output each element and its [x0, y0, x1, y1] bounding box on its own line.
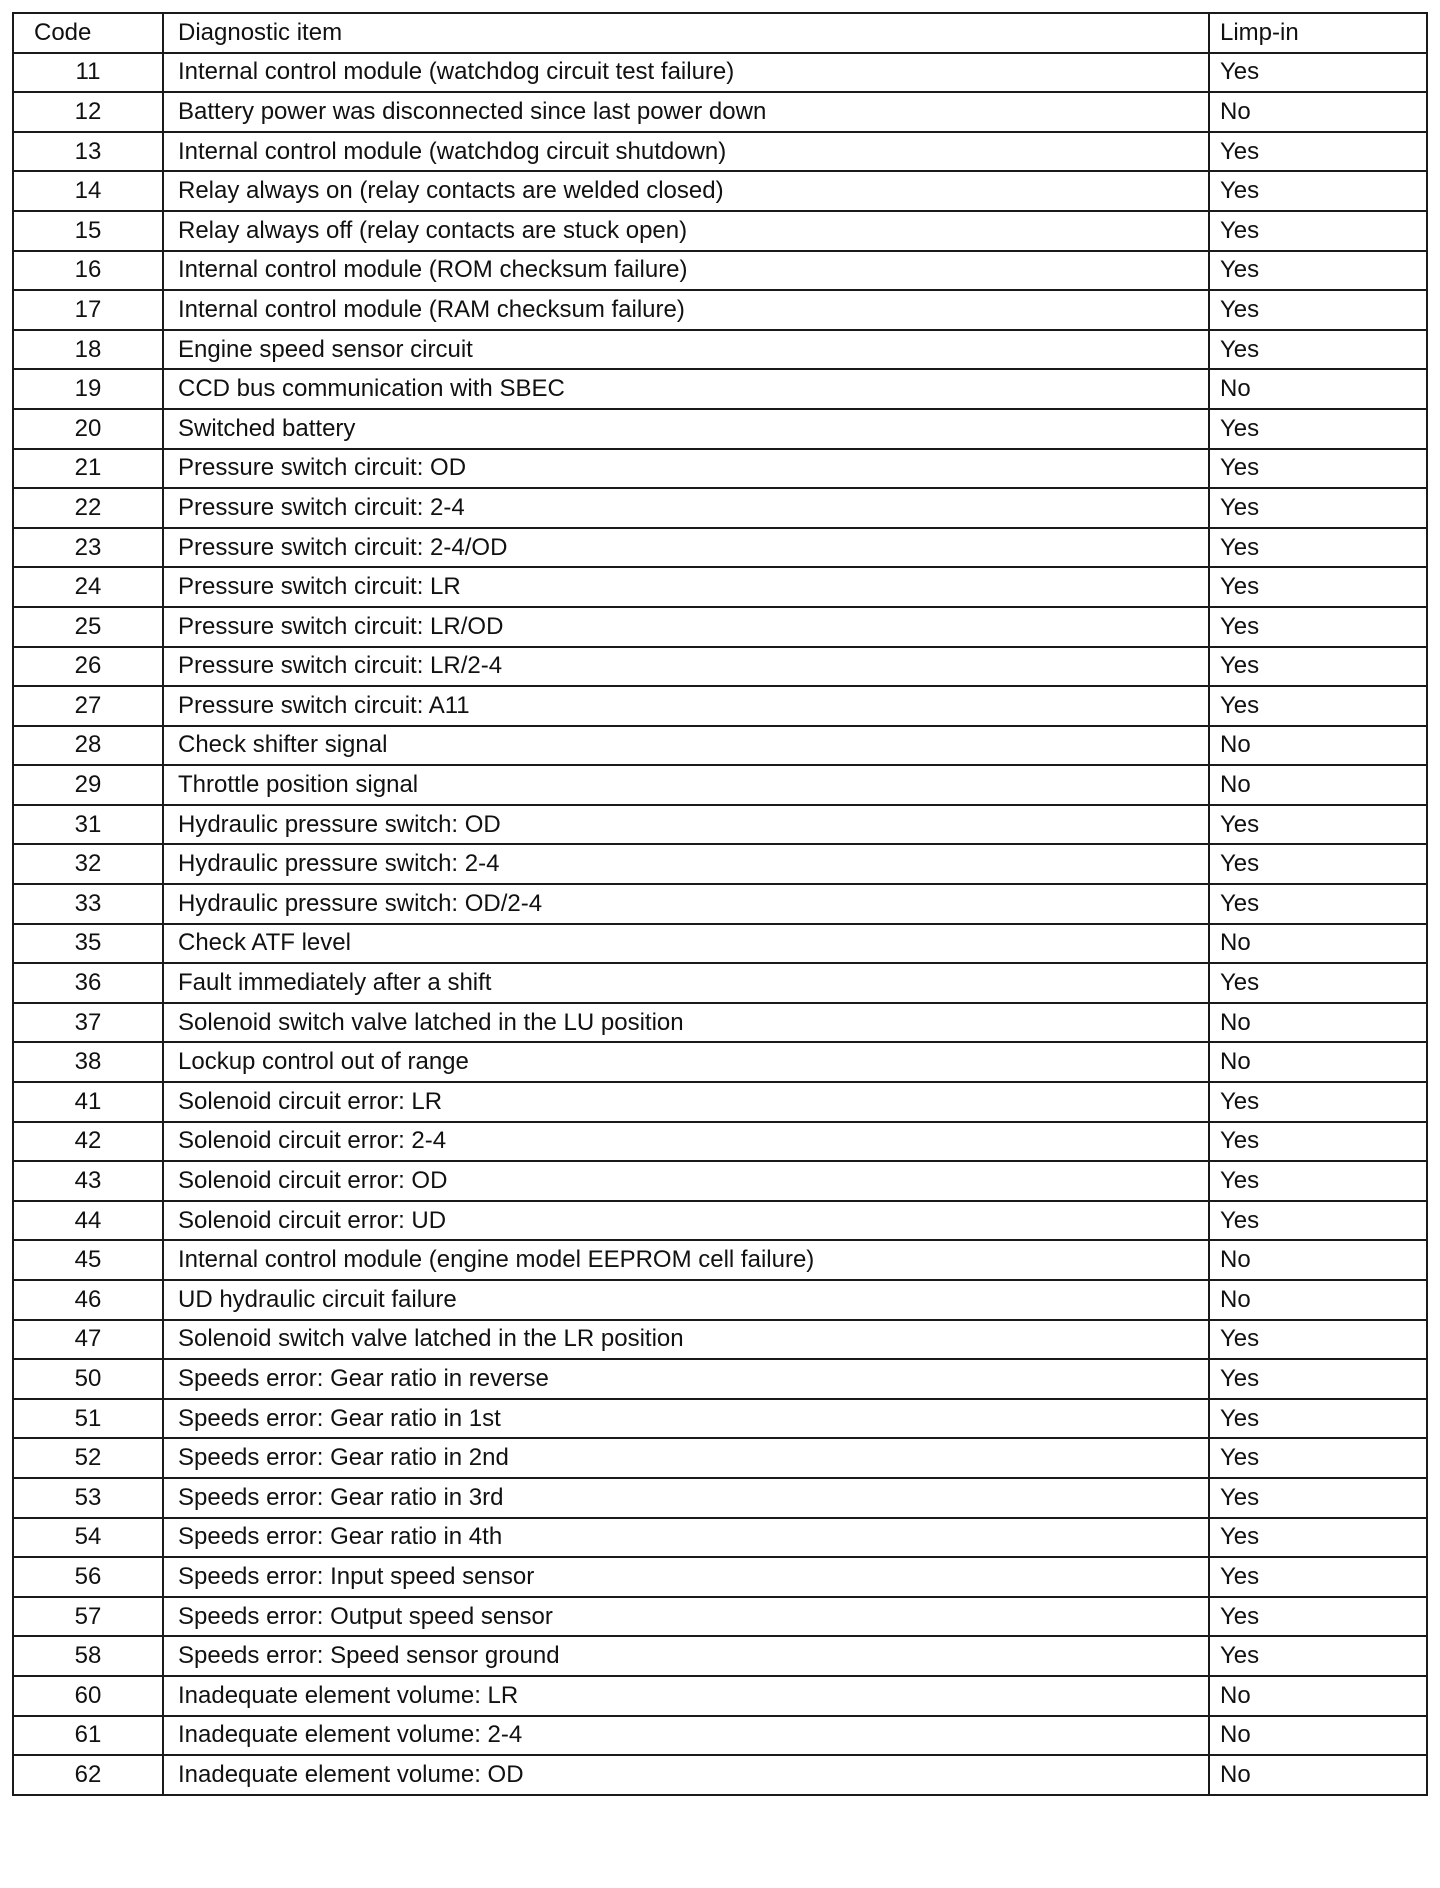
header-code: Code [13, 13, 163, 53]
table-row [13, 211, 1427, 251]
limp-in-cell: Yes [1209, 528, 1427, 568]
code-cell: 56 [13, 1557, 163, 1597]
diagnostic-item-cell: Switched battery [163, 409, 1209, 449]
diagnostic-item-cell: Speeds error: Gear ratio in 4th [163, 1518, 1209, 1558]
diagnostic-item-cell: Engine speed sensor circuit [163, 330, 1209, 370]
code-cell: 57 [13, 1597, 163, 1637]
diagnostic-item-cell: Inadequate element volume: 2-4 [163, 1716, 1209, 1756]
code-cell: 52 [13, 1438, 163, 1478]
limp-in-cell: Yes [1209, 607, 1427, 647]
diagnostic-item-cell: Hydraulic pressure switch: OD [163, 805, 1209, 845]
limp-in-cell: Yes [1209, 1518, 1427, 1558]
code-cell: 27 [13, 686, 163, 726]
limp-in-cell: Yes [1209, 805, 1427, 845]
diagnostic-item-cell: Pressure switch circuit: LR/OD [163, 607, 1209, 647]
code-cell: 23 [13, 528, 163, 568]
table-row [13, 251, 1427, 291]
code-cell: 53 [13, 1478, 163, 1518]
table-row [13, 171, 1427, 211]
code-cell: 33 [13, 884, 163, 924]
limp-in-cell: Yes [1209, 1359, 1427, 1399]
diagnostic-item-cell: Pressure switch circuit: LR [163, 567, 1209, 607]
code-cell: 15 [13, 211, 163, 251]
diagnostic-item-cell: Hydraulic pressure switch: 2-4 [163, 844, 1209, 884]
table-row [13, 1280, 1427, 1320]
table-row [13, 1320, 1427, 1360]
code-cell: 18 [13, 330, 163, 370]
limp-in-cell: Yes [1209, 132, 1427, 172]
diagnostic-item-cell: Pressure switch circuit: 2-4 [163, 488, 1209, 528]
code-cell: 58 [13, 1636, 163, 1676]
table-row [13, 1042, 1427, 1082]
code-cell: 61 [13, 1716, 163, 1756]
table-row [13, 765, 1427, 805]
limp-in-cell: Yes [1209, 567, 1427, 607]
limp-in-cell: No [1209, 1042, 1427, 1082]
code-cell: 25 [13, 607, 163, 647]
diagnostic-item-cell: Hydraulic pressure switch: OD/2-4 [163, 884, 1209, 924]
table-row [13, 1161, 1427, 1201]
limp-in-cell: Yes [1209, 211, 1427, 251]
table-row [13, 1240, 1427, 1280]
code-cell: 24 [13, 567, 163, 607]
diagnostic-item-cell: Pressure switch circuit: OD [163, 449, 1209, 489]
limp-in-cell: Yes [1209, 1399, 1427, 1439]
table-row [13, 1399, 1427, 1439]
code-cell: 28 [13, 726, 163, 766]
code-cell: 37 [13, 1003, 163, 1043]
header-limp-in: Limp-in [1209, 13, 1427, 53]
diagnostic-item-cell: Internal control module (ROM checksum failure) [163, 251, 1209, 291]
limp-in-cell: Yes [1209, 1438, 1427, 1478]
table-row [13, 1122, 1427, 1162]
table-row [13, 53, 1427, 93]
diagnostic-item-cell: Internal control module (watchdog circuit shutdown) [163, 132, 1209, 172]
code-cell: 13 [13, 132, 163, 172]
limp-in-cell: Yes [1209, 1082, 1427, 1122]
limp-in-cell: Yes [1209, 488, 1427, 528]
table-row [13, 1003, 1427, 1043]
limp-in-cell: No [1209, 1240, 1427, 1280]
diagnostic-item-cell: UD hydraulic circuit failure [163, 1280, 1209, 1320]
limp-in-cell: Yes [1209, 251, 1427, 291]
diagnostic-item-cell: Solenoid switch valve latched in the LR position [163, 1320, 1209, 1360]
table-row [13, 290, 1427, 330]
limp-in-cell: Yes [1209, 1597, 1427, 1637]
table-row [13, 449, 1427, 489]
diagnostic-item-cell: Throttle position signal [163, 765, 1209, 805]
diagnostic-item-cell: Check shifter signal [163, 726, 1209, 766]
header-diagnostic-item: Diagnostic item [163, 13, 1209, 53]
code-cell: 22 [13, 488, 163, 528]
table-row [13, 924, 1427, 964]
table-row [13, 488, 1427, 528]
table-row [13, 1676, 1427, 1716]
code-cell: 51 [13, 1399, 163, 1439]
table-row [13, 1082, 1427, 1122]
diagnostic-item-cell: Speeds error: Gear ratio in reverse [163, 1359, 1209, 1399]
code-cell: 42 [13, 1122, 163, 1162]
code-cell: 31 [13, 805, 163, 845]
diagnostic-item-cell: Pressure switch circuit: A11 [163, 686, 1209, 726]
diagnostic-item-cell: Speeds error: Gear ratio in 2nd [163, 1438, 1209, 1478]
table-row [13, 409, 1427, 449]
code-cell: 50 [13, 1359, 163, 1399]
diagnostic-item-cell: Inadequate element volume: OD [163, 1755, 1209, 1795]
table-header [13, 13, 1427, 53]
limp-in-cell: No [1209, 726, 1427, 766]
diagnostic-item-cell: Relay always off (relay contacts are stuck open) [163, 211, 1209, 251]
code-cell: 38 [13, 1042, 163, 1082]
limp-in-cell: No [1209, 1716, 1427, 1756]
table-row [13, 647, 1427, 687]
limp-in-cell: No [1209, 1280, 1427, 1320]
diagnostic-codes-document [12, 12, 1426, 1796]
limp-in-cell: Yes [1209, 1478, 1427, 1518]
diagnostic-item-cell: Check ATF level [163, 924, 1209, 964]
limp-in-cell: No [1209, 924, 1427, 964]
diagnostic-item-cell: Lockup control out of range [163, 1042, 1209, 1082]
limp-in-cell: No [1209, 1755, 1427, 1795]
code-cell: 54 [13, 1518, 163, 1558]
table-body [13, 53, 1427, 1795]
code-cell: 17 [13, 290, 163, 330]
diagnostic-item-cell: Speeds error: Gear ratio in 1st [163, 1399, 1209, 1439]
table-row [13, 963, 1427, 1003]
limp-in-cell: Yes [1209, 963, 1427, 1003]
table-row [13, 844, 1427, 884]
limp-in-cell: Yes [1209, 844, 1427, 884]
diagnostic-item-cell: Internal control module (engine model EEPROM cell failure) [163, 1240, 1209, 1280]
table-row [13, 330, 1427, 370]
code-cell: 60 [13, 1676, 163, 1716]
limp-in-cell: Yes [1209, 290, 1427, 330]
diagnostic-item-cell: Solenoid circuit error: OD [163, 1161, 1209, 1201]
table-row [13, 132, 1427, 172]
limp-in-cell: Yes [1209, 1320, 1427, 1360]
code-cell: 35 [13, 924, 163, 964]
header-row [13, 13, 1427, 53]
code-cell: 32 [13, 844, 163, 884]
limp-in-cell: Yes [1209, 330, 1427, 370]
code-cell: 16 [13, 251, 163, 291]
diagnostic-item-cell: Fault immediately after a shift [163, 963, 1209, 1003]
limp-in-cell: Yes [1209, 53, 1427, 93]
code-cell: 11 [13, 53, 163, 93]
diagnostic-item-cell: Battery power was disconnected since last power down [163, 92, 1209, 132]
code-cell: 43 [13, 1161, 163, 1201]
limp-in-cell: Yes [1209, 1201, 1427, 1241]
limp-in-cell: Yes [1209, 409, 1427, 449]
table-row [13, 607, 1427, 647]
table-row [13, 884, 1427, 924]
table-row [13, 1518, 1427, 1558]
code-cell: 45 [13, 1240, 163, 1280]
code-cell: 62 [13, 1755, 163, 1795]
table-row [13, 1438, 1427, 1478]
table-row [13, 528, 1427, 568]
limp-in-cell: No [1209, 765, 1427, 805]
limp-in-cell: Yes [1209, 1122, 1427, 1162]
diagnostic-codes-table [12, 12, 1428, 1796]
table-row [13, 1716, 1427, 1756]
diagnostic-item-cell: Pressure switch circuit: LR/2-4 [163, 647, 1209, 687]
code-cell: 44 [13, 1201, 163, 1241]
limp-in-cell: Yes [1209, 449, 1427, 489]
code-cell: 14 [13, 171, 163, 211]
table-row [13, 1557, 1427, 1597]
limp-in-cell: Yes [1209, 647, 1427, 687]
diagnostic-item-cell: Speeds error: Gear ratio in 3rd [163, 1478, 1209, 1518]
table-row [13, 1478, 1427, 1518]
table-row [13, 1201, 1427, 1241]
table-row [13, 1597, 1427, 1637]
code-cell: 47 [13, 1320, 163, 1360]
diagnostic-item-cell: Relay always on (relay contacts are welded closed) [163, 171, 1209, 211]
limp-in-cell: No [1209, 1003, 1427, 1043]
diagnostic-item-cell: Solenoid circuit error: LR [163, 1082, 1209, 1122]
limp-in-cell: Yes [1209, 686, 1427, 726]
diagnostic-item-cell: CCD bus communication with SBEC [163, 369, 1209, 409]
table-row [13, 92, 1427, 132]
table-row [13, 369, 1427, 409]
limp-in-cell: Yes [1209, 171, 1427, 211]
limp-in-cell: No [1209, 369, 1427, 409]
limp-in-cell: No [1209, 92, 1427, 132]
code-cell: 19 [13, 369, 163, 409]
code-cell: 36 [13, 963, 163, 1003]
table-row [13, 726, 1427, 766]
table-row [13, 1755, 1427, 1795]
diagnostic-item-cell: Speeds error: Input speed sensor [163, 1557, 1209, 1597]
table-row [13, 1636, 1427, 1676]
code-cell: 12 [13, 92, 163, 132]
code-cell: 41 [13, 1082, 163, 1122]
code-cell: 21 [13, 449, 163, 489]
code-cell: 20 [13, 409, 163, 449]
table-row [13, 1359, 1427, 1399]
diagnostic-item-cell: Inadequate element volume: LR [163, 1676, 1209, 1716]
diagnostic-item-cell: Internal control module (RAM checksum failure) [163, 290, 1209, 330]
limp-in-cell: Yes [1209, 1161, 1427, 1201]
code-cell: 26 [13, 647, 163, 687]
table-row [13, 567, 1427, 607]
diagnostic-item-cell: Speeds error: Output speed sensor [163, 1597, 1209, 1637]
table-row [13, 686, 1427, 726]
diagnostic-item-cell: Speeds error: Speed sensor ground [163, 1636, 1209, 1676]
limp-in-cell: Yes [1209, 1636, 1427, 1676]
limp-in-cell: Yes [1209, 884, 1427, 924]
diagnostic-item-cell: Solenoid circuit error: UD [163, 1201, 1209, 1241]
limp-in-cell: No [1209, 1676, 1427, 1716]
diagnostic-item-cell: Internal control module (watchdog circuit test failure) [163, 53, 1209, 93]
diagnostic-item-cell: Solenoid circuit error: 2-4 [163, 1122, 1209, 1162]
code-cell: 29 [13, 765, 163, 805]
diagnostic-item-cell: Solenoid switch valve latched in the LU position [163, 1003, 1209, 1043]
table-row [13, 805, 1427, 845]
limp-in-cell: Yes [1209, 1557, 1427, 1597]
code-cell: 46 [13, 1280, 163, 1320]
diagnostic-item-cell: Pressure switch circuit: 2-4/OD [163, 528, 1209, 568]
